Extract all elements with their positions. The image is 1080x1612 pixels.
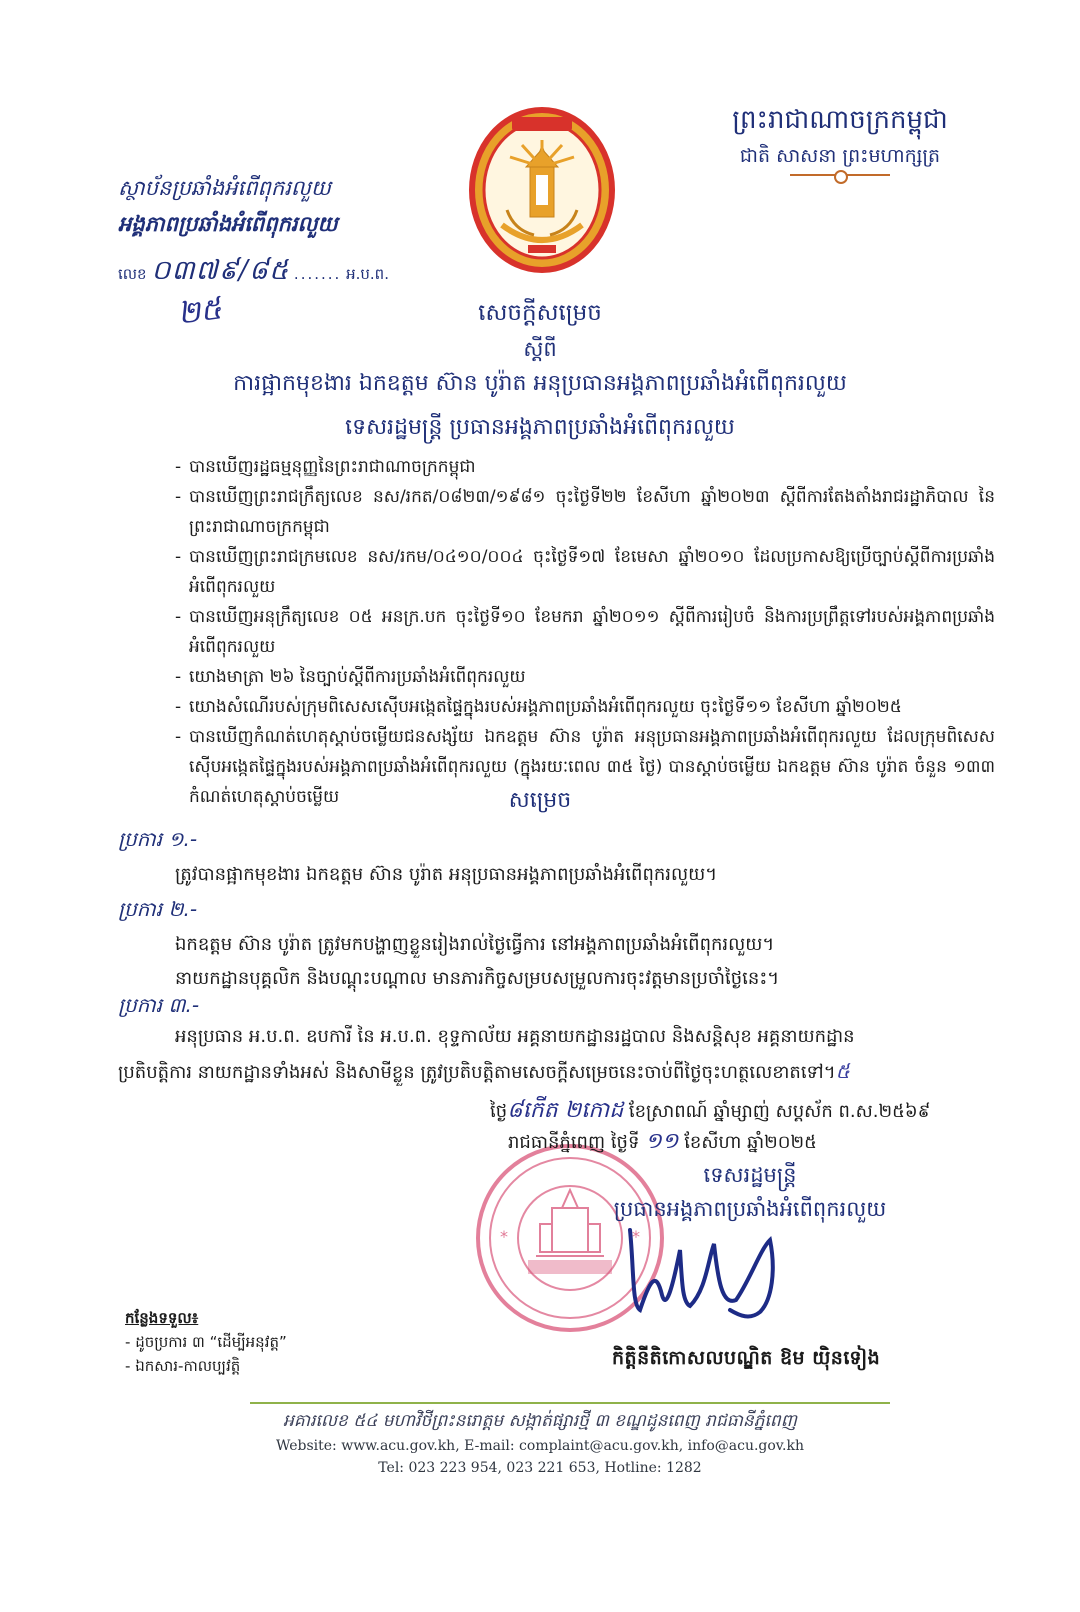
solar-prefix: រាជធានីភ្នំពេញ ថ្ងៃទី	[508, 1132, 640, 1153]
article-2-body	[175, 928, 995, 996]
kingdom-title: ព្រះរាជាណាចក្រកម្ពុជា	[732, 105, 948, 135]
article-3-heading: ប្រការ ៣.-	[118, 993, 200, 1017]
footer-divider	[250, 1402, 890, 1404]
preamble-item: - បានឃើញកំណត់ហេតុស្តាប់ចម្លើយជនសង្ស័យ ឯកឧត្តម ស៊ាន បូរ៉ាត អនុប្រធានអង្គភាពប្រឆាំងអំពើពុករលួយ ដែលក្រុមពិសេសស៊ើបអង្កេតផ្ទៃក្នុងរបស់អង្គភាពប្រឆាំងអំពើពុករលួយ (ក្នុងរយៈពេល ៣៥ ថ្ងៃ) បានស្តាប់ចម្លើយ ឯកឧត្តម ស៊ាន បូរ៉ាត ចំនួន ១៣៣ កំណត់ហេតុស្តាប់ចម្លើយ	[175, 722, 995, 812]
footer-phone: Tel: 023 223 954, 023 221 653, Hotline: 1282	[378, 1460, 702, 1476]
article-2-line: ឯកឧត្តម ស៊ាន បូរ៉ាត ត្រូវមកបង្ហាញខ្លួនរៀងរាល់ថ្ងៃធ្វើការ នៅអង្គភាពប្រឆាំងអំពើពុករលួយ។	[175, 934, 775, 955]
article-3-line-text: ប្រតិបត្តិការ នាយកដ្ឋានទាំងអស់ និងសាមីខ្លួន ត្រូវប្រតិបត្តិតាមសេចក្តីសម្រេចនេះចាប់ពីថ្ងៃចុះហត្ថលេខាតទៅ។	[118, 1062, 836, 1083]
lunar-day-handwritten: ៨កើត ២កោដ	[507, 1098, 624, 1123]
recipient-item-text: ឯកសារ-កាលប្បវត្តិ	[135, 1357, 241, 1375]
signatory-rank: ទេសរដ្ឋមន្ត្រី	[703, 1163, 797, 1187]
date-block	[490, 1096, 1010, 1158]
preamble-item: - យោងសំណើរបស់ក្រុមពិសេសស៊ើបអង្កេតផ្ទៃក្នុងរបស់អង្គភាពប្រឆាំងអំពើពុករលួយ ចុះថ្ងៃទី១១ ខែសីហា ឆ្នាំ២០២៥	[175, 692, 995, 722]
footer-contacts: Website: www.acu.gov.kh, E-mail: complaint@acu.gov.kh, info@acu.gov.kh	[275, 1438, 804, 1454]
article-3-body	[118, 1020, 995, 1090]
motto-ornament	[790, 174, 890, 176]
decision-title: សេចក្តីសម្រេច	[478, 300, 602, 326]
article-1-line: ត្រូវបានផ្អាកមុខងារ ឯកឧត្តម ស៊ាន បូរ៉ាត អនុប្រធានអង្គភាពប្រឆាំងអំពើពុករលួយ។	[175, 864, 718, 885]
institution-name: ស្ថាប័នប្រឆាំងអំពើពុករលួយ	[118, 176, 331, 200]
kingdom-motto: ជាតិ សាសនា ព្រះមហាក្សត្រ	[739, 145, 941, 167]
ref-handwritten-note: ២៥	[175, 291, 224, 332]
institution-heading	[118, 170, 418, 242]
decision-subject: ការផ្អាកមុខងារ ឯកឧត្តម ស៊ាន បូរ៉ាត អនុប្រធានអង្គភាពប្រឆាំងអំពើពុករលួយ	[233, 371, 847, 396]
preamble-item: - បានឃើញរដ្ឋធម្មនុញ្ញនៃព្រះរាជាណាចក្រកម្ពុជា	[175, 452, 995, 482]
acu-emblem-logo	[462, 105, 622, 275]
ref-number-handwritten: ០៣៧៩/៨៥	[151, 255, 290, 286]
ref-dots: .......	[293, 265, 342, 283]
recipient-item-text: ដូចប្រការ ៣ “ដើម្បីអនុវត្ត”	[135, 1333, 287, 1351]
svg-text:*: *	[632, 1227, 640, 1246]
recipients-title: កន្លែងទទួល៖	[125, 1309, 199, 1327]
recipient-item: - ដូចប្រការ ៣ “ដើម្បីអនុវត្ត”	[125, 1333, 287, 1351]
signatory-name: កិត្តិនីតិកោសលបណ្ឌិត ឱម យ៉ិនទៀង	[612, 1347, 881, 1369]
ref-suffix: អ.ប.ព.	[346, 265, 389, 283]
recipient-item: - ឯកសារ-កាលប្បវត្តិ	[125, 1357, 241, 1375]
article-1-heading: ប្រការ ១.-	[118, 827, 198, 851]
kingdom-heading	[710, 100, 970, 176]
lunar-prefix: ថ្ងៃ	[490, 1101, 508, 1122]
article-2-heading: ប្រការ ២.-	[118, 897, 198, 921]
decision-issuer: ទេសរដ្ឋមន្ត្រី ប្រធានអង្គភាពប្រឆាំងអំពើពុករលួយ	[345, 415, 735, 440]
recipients-block	[125, 1306, 287, 1378]
solar-rest: ខែសីហា ឆ្នាំ២០២៥	[684, 1132, 817, 1153]
lunar-date	[490, 1096, 1010, 1127]
handwritten-mark: ៥	[835, 1059, 850, 1083]
article-3-line	[118, 1054, 995, 1090]
preamble-list	[175, 452, 995, 812]
preamble-item: - បានឃើញអនុក្រឹត្យលេខ ០៥ អនក្រ.បក ចុះថ្ងៃទី១០ ខែមករា ឆ្នាំ២០១១ ស្តីពីការរៀបចំ និងការប្រព្រឹត្តទៅរបស់អង្គភាពប្រឆាំងអំពើពុករលួយ	[175, 602, 995, 662]
unit-name: អង្គភាពប្រឆាំងអំពើពុករលួយ	[118, 212, 338, 236]
reference-number	[118, 254, 389, 293]
preamble-item: - បានឃើញព្រះរាជក្រមលេខ នស/រកម/០៤១០/០០៤ ចុះថ្ងៃទី១៧ ខែមេសា ឆ្នាំ២០១០ ដែលប្រកាសឱ្យប្រើច្បាប់ស្តីពីការប្រឆាំងអំពើពុករលួយ	[175, 542, 995, 602]
solar-day-handwritten: ១១	[645, 1129, 679, 1154]
lunar-rest: ខែស្រាពណ៍ ឆ្នាំម្សាញ់ សប្តស័ក ព.ស.២៥៦៩	[628, 1101, 931, 1122]
article-2-line: នាយកដ្ឋានបុគ្គលិក និងបណ្តុះបណ្តាល មានភារកិច្ចសម្របសម្រួលការចុះវត្តមានប្រចាំថ្ងៃនេះ។	[175, 968, 780, 989]
article-3-line: អនុប្រធាន អ.ប.ព. ឧបការី នៃ អ.ប.ព. ខុទ្ទកាល័យ អគ្គនាយកដ្ឋានរដ្ឋបាល និងសន្តិសុខ អគ្គនាយកដ្ឋាន	[175, 1026, 855, 1047]
preamble-item: - បានឃើញព្រះរាជក្រឹត្យលេខ នស/រកត/០៨២៣/១៩៨១ ចុះថ្ងៃទី២២ ខែសីហា ឆ្នាំ២០២៣ ស្តីពីការតែងតាំងរាជរដ្ឋាភិបាល នៃព្រះរាជាណាចក្រកម្ពុជា	[175, 482, 995, 542]
handwritten-signature	[610, 1210, 810, 1330]
solar-date	[508, 1127, 1010, 1158]
decides-heading: សម្រេច	[508, 788, 572, 813]
ref-prefix: លេខ	[118, 265, 147, 283]
preamble-item: - យោងមាត្រា ២៦ នៃច្បាប់ស្តីពីការប្រឆាំងអំពើពុករលួយ	[175, 662, 995, 692]
article-1-body	[175, 858, 995, 892]
signatory-position: ប្រធានអង្គភាពប្រឆាំងអំពើពុករលួយ	[613, 1197, 887, 1221]
footer-address: អគារលេខ ៥៤ មហាវិថីព្រះនរោត្តម សង្កាត់ផ្សារថ្មី ៣ ខណ្ឌដូនពេញ រាជធានីភ្នំពេញ	[283, 1411, 797, 1431]
regarding-label: ស្តីពី	[523, 337, 557, 361]
svg-text:*: *	[500, 1227, 508, 1246]
